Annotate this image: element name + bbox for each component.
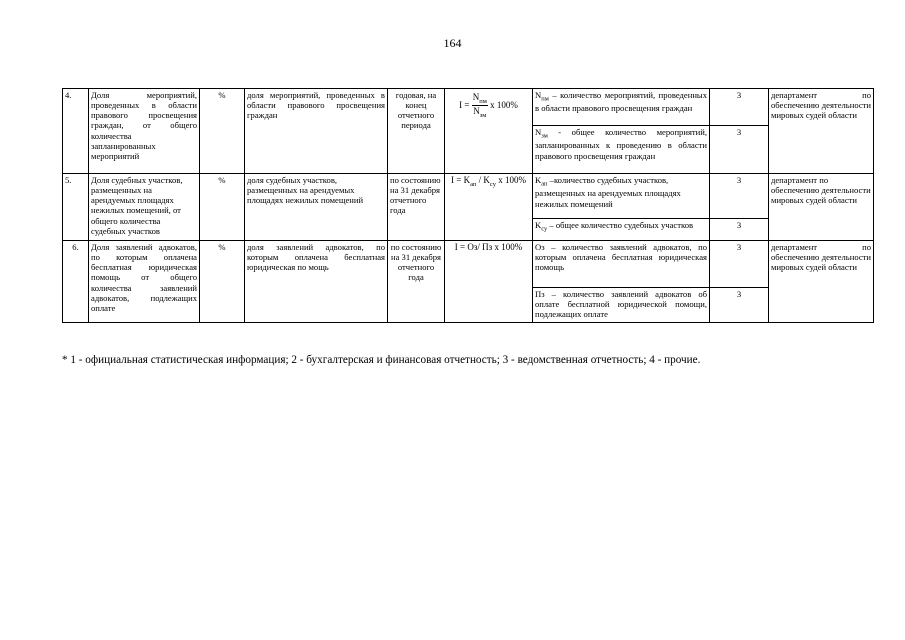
table-row: [63, 241, 874, 288]
formula: $I = K_{ап} / K_{су}$ x 100%: [445, 174, 533, 241]
responsible: департамент по обеспечению деятельности мировых судей области: [769, 89, 874, 174]
unit: %: [200, 241, 245, 323]
variable-description: $K_{ап}$ –количество судебных участков, размещенных на арендуемых площадях нежилых помещений: [533, 174, 710, 219]
variable-description: $N_{пм}$ – количество мероприятий, проведенных в области правового просвещения граждан: [533, 89, 710, 126]
row-number: 6.: [63, 241, 89, 323]
page-number: 164: [443, 36, 462, 50]
table-row: [63, 89, 874, 126]
row-number: 4.: [63, 89, 89, 174]
formula: I = $\frac{N_{пм}}{N_{зм}}$ x 100%: [445, 89, 533, 174]
source-code: 3: [710, 288, 769, 323]
footnote: * 1 - официальная статистическая информация; 2 - бухгалтерская и финансовая отчетность; 3 - ведомственная отчетность; 4 - прочие.: [62, 354, 701, 366]
indicator-name: Доля мероприятий, проведенных в области правового просвещения граждан, от общего количества запланированных мероприятий: [89, 89, 200, 174]
definition: доля мероприятий, проведенных в области правового просвещения граждан: [245, 89, 388, 174]
period: по состоянию на 31 декабря отчетного года: [388, 241, 445, 323]
unit: %: [200, 174, 245, 241]
source-code: 3: [710, 89, 769, 126]
unit: %: [200, 89, 245, 174]
source-code: 3: [710, 219, 769, 241]
definition: доля судебных участков, размещенных на арендуемых площадях нежилых помещений: [245, 174, 388, 241]
variable-description: $N_{зм}$ - общее количество мероприятий, запланированных к проведению в области правового просвещения граждан: [533, 126, 710, 174]
variable-description: Оз – количество заявлений адвокатов, по которым оплачена бесплатная юридическая помощь: [533, 241, 710, 288]
source-code: 3: [710, 174, 769, 219]
indicator-name: Доля судебных участков, размещенных на арендуемых площадях нежилых помещений, от общего количества судебных участков: [89, 174, 200, 241]
period: по состоянию на 31 декабря отчетного года: [388, 174, 445, 241]
row-number: 5.: [63, 174, 89, 241]
responsible: департамент по обеспечению деятельности мировых судей области: [769, 241, 874, 323]
definition: доля заявлений адвокатов, по которым оплачена бесплатная юридическая по мощь: [245, 241, 388, 323]
table-row: [63, 174, 874, 219]
source-code: 3: [710, 241, 769, 288]
indicators-table: [62, 88, 874, 323]
variable-description: $K_{су}$ – общее количество судебных участков: [533, 219, 710, 241]
source-code: 3: [710, 126, 769, 174]
formula: I = Оз/ Пз x 100%: [445, 241, 533, 323]
variable-description: Пз – количество заявлений адвокатов об оплате бесплатной юридической помощи, подлежащих оплате: [533, 288, 710, 323]
responsible: департамент по обеспечению деятельности мировых судей области: [769, 174, 874, 241]
indicator-name: Доля заявлений адвокатов, по которым оплачена бесплатная юридическая помощь от общего количества заявлений адвокатов, подлежащих оплате: [89, 241, 200, 323]
period: годовая, на конец отчетного периода: [388, 89, 445, 174]
